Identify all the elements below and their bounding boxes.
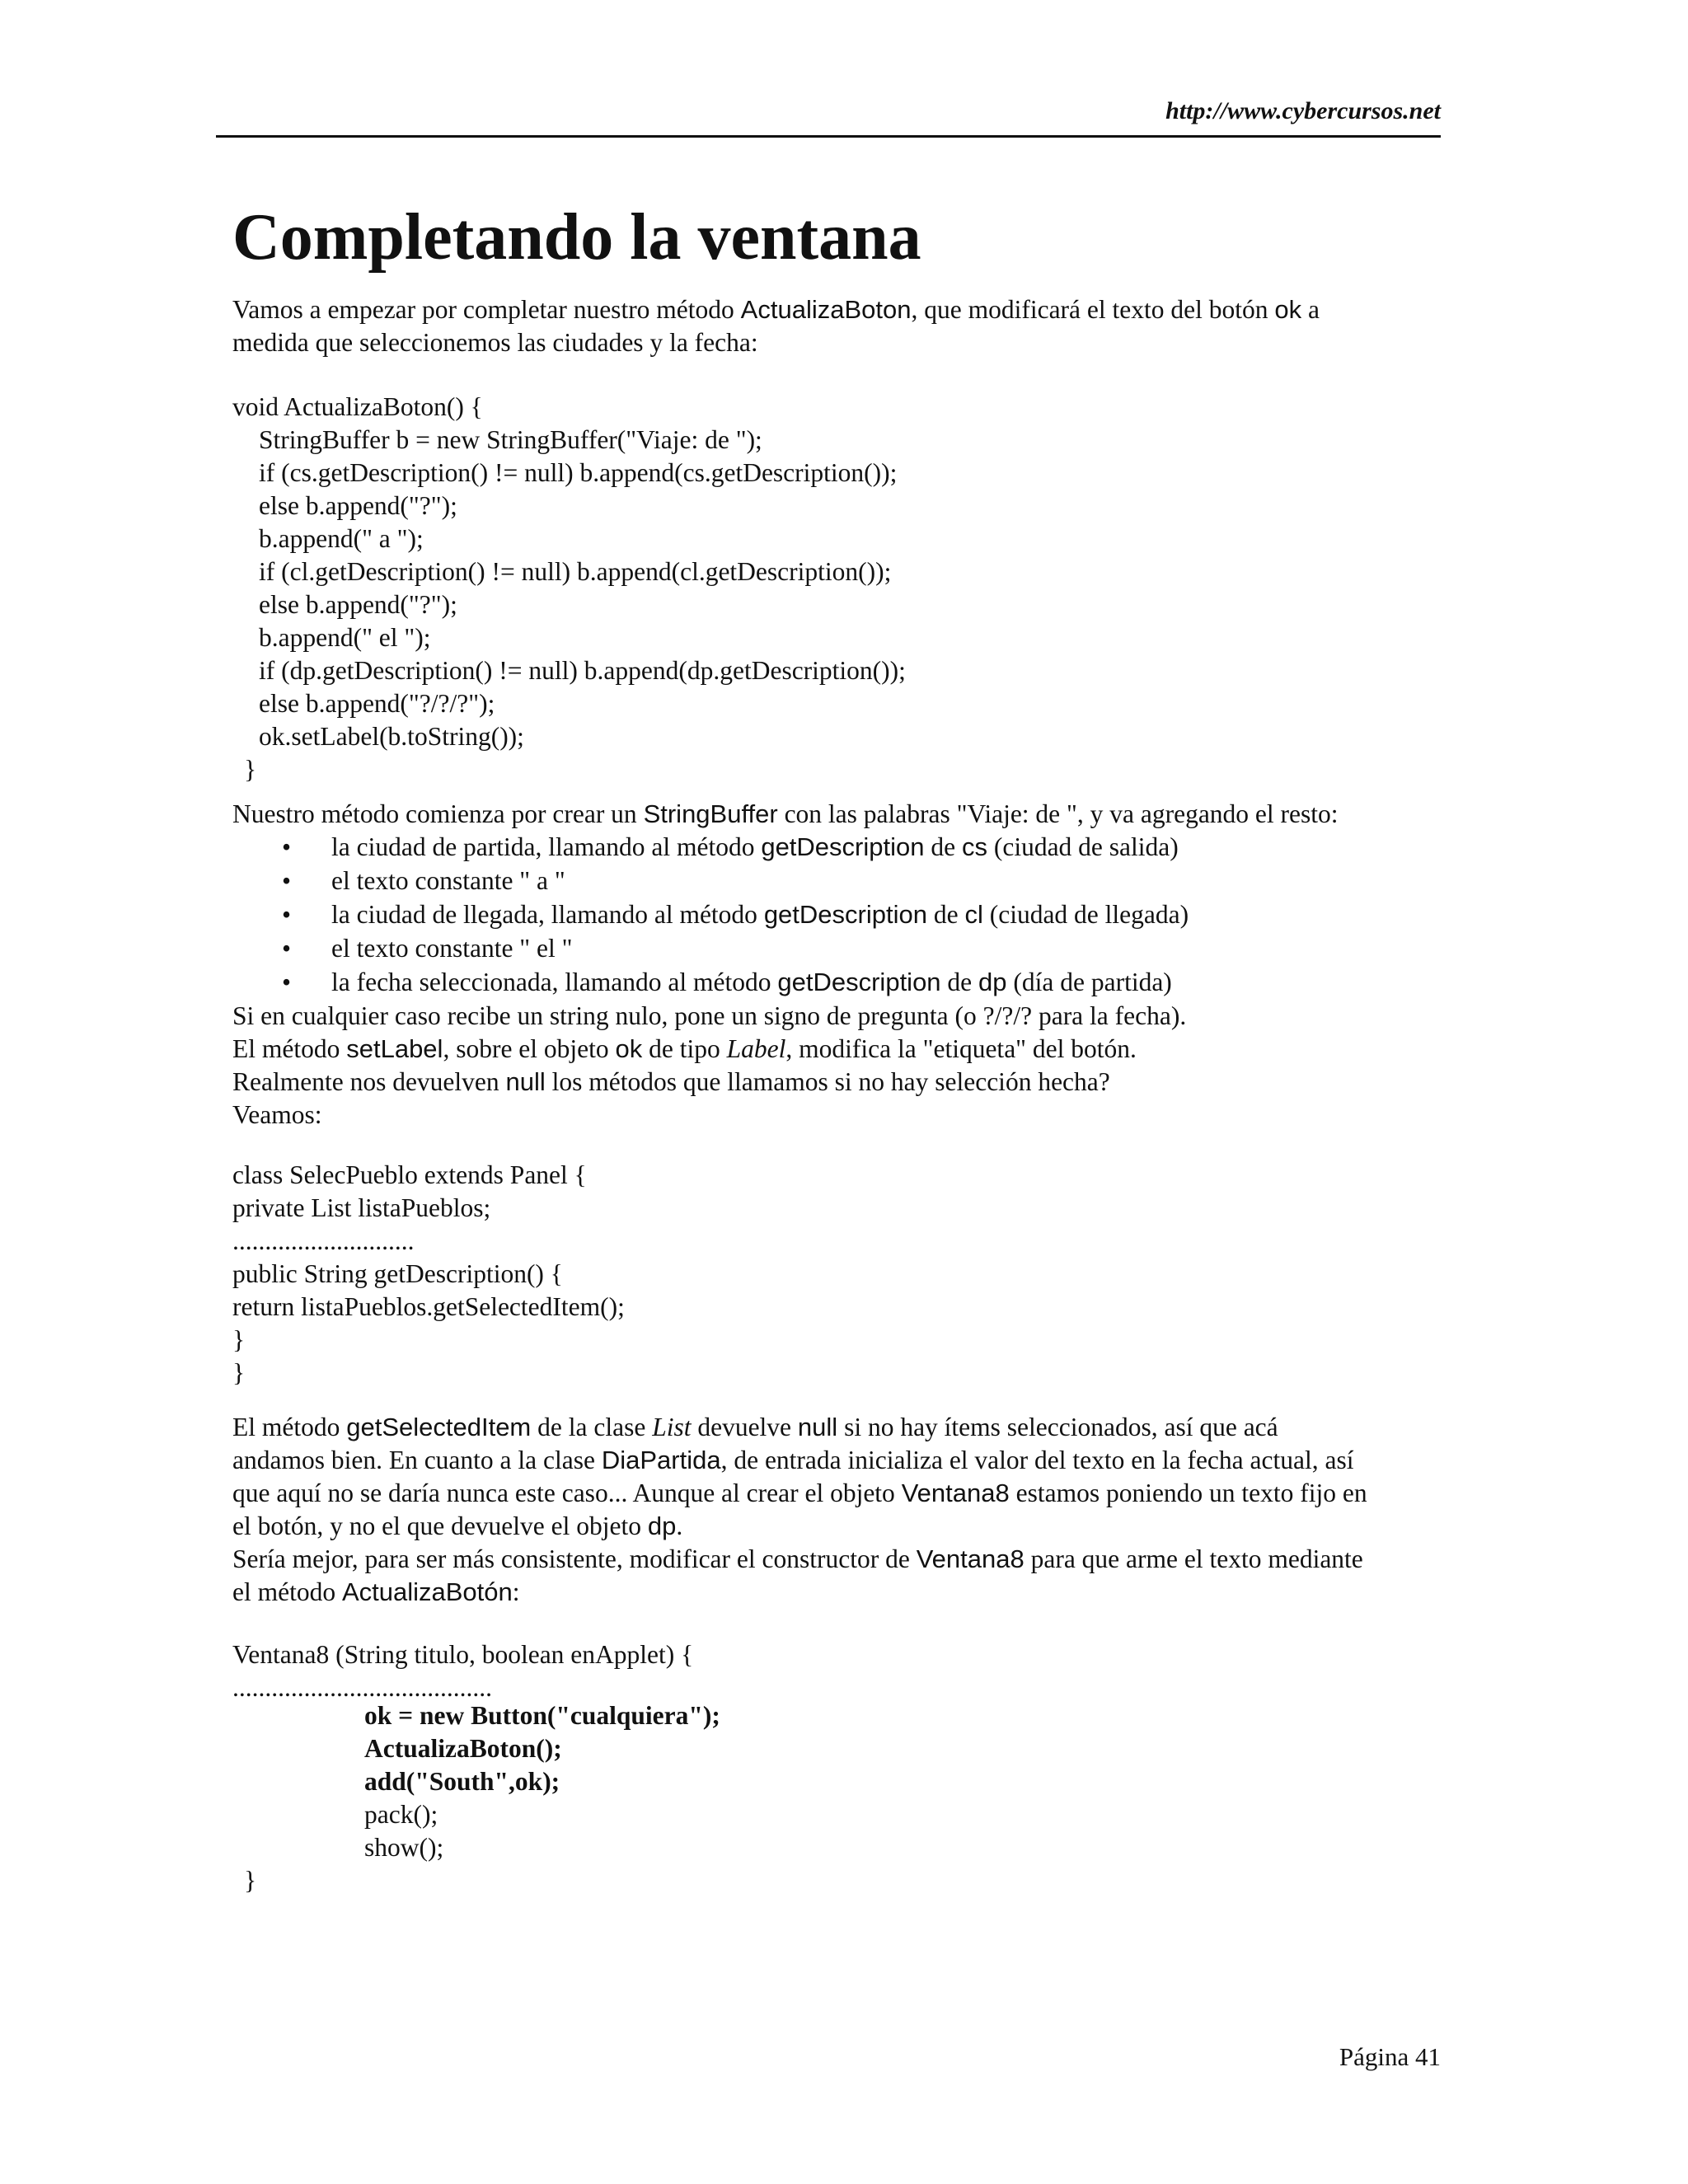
- code-line: else b.append("?/?/?");: [259, 689, 495, 718]
- code-line: ........................................: [232, 1673, 492, 1702]
- text: con las palabras "Viaje: de ", y va agregando el resto:: [777, 799, 1339, 828]
- inline-code: StringBuffer: [643, 799, 778, 828]
- code-block-actualiza-boton: [232, 391, 1444, 786]
- text: de: [926, 900, 965, 929]
- explanation-line: [232, 1066, 1444, 1099]
- intro-paragraph: [232, 293, 1444, 359]
- text: el texto constante " el ": [331, 934, 573, 963]
- text: medida que seleccionemos las ciudades y la fecha:: [232, 328, 758, 357]
- inline-code: ok: [615, 1034, 643, 1063]
- inline-code: cl: [964, 900, 983, 929]
- text: :: [512, 1577, 520, 1606]
- list-item: [232, 966, 1444, 1000]
- text: la ciudad de llegada, llamando al método: [331, 900, 764, 929]
- inline-code: dp: [978, 968, 1007, 996]
- text: el botón, y no el que devuelve el objeto: [232, 1511, 648, 1540]
- italic-type-name: List: [652, 1413, 692, 1441]
- text: , que modificará el texto del botón: [911, 295, 1275, 324]
- inline-code: setLabel: [346, 1034, 443, 1063]
- text: de: [940, 968, 979, 996]
- inline-code: dp: [647, 1511, 677, 1540]
- header-divider: [216, 135, 1441, 138]
- inline-code: DiaPartida: [601, 1446, 721, 1474]
- inline-code: null: [797, 1413, 838, 1441]
- text: (día de partida): [1006, 968, 1172, 996]
- paragraph-line: [232, 1411, 1444, 1444]
- text: (ciudad de salida): [987, 832, 1179, 861]
- code-line: if (cs.getDescription() != null) b.append(cs.getDescription());: [259, 458, 898, 487]
- inline-code: Ventana8: [916, 1544, 1025, 1573]
- code-line: ............................: [232, 1226, 415, 1255]
- text: el texto constante " a ": [331, 866, 565, 895]
- inline-code: ActualizaBoton: [740, 295, 912, 324]
- text: la ciudad de partida, llamando al método: [331, 832, 762, 861]
- inline-code: getDescription: [777, 968, 941, 996]
- code-line: }: [244, 755, 257, 784]
- code-line: void ActualizaBoton() {: [232, 392, 483, 421]
- italic-type-name: Label: [726, 1034, 786, 1063]
- explanation-line: [232, 1033, 1444, 1066]
- intro-line: [232, 326, 1444, 359]
- explanation-line: Veamos:: [232, 1100, 322, 1129]
- text: para que arme el texto mediante: [1024, 1544, 1363, 1573]
- list-item: [232, 932, 1444, 966]
- text: .: [676, 1511, 683, 1540]
- code-line: ok.setLabel(b.toString());: [259, 722, 524, 751]
- explanation-section: [232, 798, 1444, 1132]
- code-line: if (cl.getDescription() != null) b.append(cl.getDescription());: [259, 557, 892, 586]
- text: la fecha seleccionada, llamando al método: [331, 968, 778, 996]
- code-line: }: [232, 1325, 246, 1354]
- code-line: ActualizaBoton();: [364, 1734, 562, 1763]
- text: Nuestro método comienza por crear un: [232, 799, 644, 828]
- inline-code: ActualizaBotón: [341, 1577, 513, 1606]
- inline-code: null: [505, 1067, 546, 1096]
- text: (ciudad de llegada): [982, 900, 1189, 929]
- code-line: b.append(" el ");: [259, 623, 431, 652]
- text: El método: [232, 1034, 347, 1063]
- text: andamos bien. En cuanto a la clase: [232, 1446, 602, 1474]
- explanation-line: Si en cualquier caso recibe un string nulo, pone un signo de pregunta (o ?/?/? para la fecha).: [232, 1001, 1187, 1030]
- list-item: [232, 898, 1444, 932]
- inline-code: getDescription: [761, 832, 925, 861]
- paragraph-line: [232, 1477, 1444, 1510]
- text: Realmente nos devuelven: [232, 1067, 506, 1096]
- text: , modifica la "etiqueta" del botón.: [785, 1034, 1137, 1063]
- code-line: else b.append("?");: [259, 590, 457, 619]
- text: Vamos a empezar por completar nuestro método: [232, 295, 741, 324]
- code-line: }: [244, 1866, 257, 1895]
- explanation-lead: [232, 798, 1444, 831]
- text: de la clase: [531, 1413, 653, 1441]
- paragraph-line: [232, 1510, 1444, 1543]
- text: estamos poniendo un texto fijo en: [1009, 1479, 1367, 1507]
- code-line: class SelecPueblo extends Panel {: [232, 1160, 587, 1189]
- paragraph-selected-item: [232, 1411, 1444, 1609]
- header-url: http://www.cybercursos.net: [1165, 97, 1441, 124]
- code-line: private List listaPueblos;: [232, 1193, 491, 1222]
- inline-code: cs: [961, 832, 987, 861]
- list-item: [232, 831, 1444, 865]
- code-line: ok = new Button("cualquiera");: [364, 1701, 720, 1730]
- code-line: show();: [364, 1833, 444, 1862]
- code-line: Ventana8 (String titulo, boolean enApplet) {: [232, 1640, 694, 1669]
- page-title: Completando la ventana: [232, 201, 921, 274]
- code-line: pack();: [364, 1800, 438, 1829]
- page-number: Página 41: [1339, 2042, 1441, 2071]
- paragraph-line: [232, 1543, 1444, 1576]
- text: los métodos que llamamos si no hay selección hecha?: [545, 1067, 1110, 1096]
- text: devuelve: [691, 1413, 798, 1441]
- code-line: StringBuffer b = new StringBuffer("Viaje: de ");: [259, 425, 762, 454]
- inline-code: getSelectedItem: [346, 1413, 532, 1441]
- text: El método: [232, 1413, 347, 1441]
- code-block-selec-pueblo: [232, 1159, 1444, 1390]
- code-line: add("South",ok);: [364, 1767, 560, 1796]
- text: a: [1301, 295, 1320, 324]
- text: que aquí no se daría nunca este caso... Aunque al crear el objeto: [232, 1479, 902, 1507]
- inline-code: Ventana8: [901, 1479, 1010, 1507]
- text: , de entrada inicializa el valor del texto en la fecha actual, así: [720, 1446, 1354, 1474]
- paragraph-line: [232, 1576, 1444, 1609]
- text: de: [924, 832, 962, 861]
- inline-code: ok: [1274, 295, 1302, 324]
- code-line: if (dp.getDescription() != null) b.append(dp.getDescription());: [259, 656, 906, 685]
- text: el método: [232, 1577, 342, 1606]
- intro-line: [232, 293, 1444, 326]
- code-line: else b.append("?");: [259, 491, 457, 520]
- code-block-ventana8: [232, 1638, 1444, 1897]
- list-item: [232, 865, 1444, 898]
- paragraph-line: [232, 1444, 1444, 1477]
- code-line: }: [232, 1358, 246, 1387]
- text: Sería mejor, para ser más consistente, modificar el constructor de: [232, 1544, 917, 1573]
- text: , sobre el objeto: [443, 1034, 616, 1063]
- text: de tipo: [642, 1034, 727, 1063]
- text: si no hay ítems seleccionados, así que acá: [837, 1413, 1278, 1441]
- code-line: b.append(" a ");: [259, 524, 424, 553]
- inline-code: getDescription: [763, 900, 927, 929]
- code-line: public String getDescription() {: [232, 1259, 563, 1288]
- code-line: return listaPueblos.getSelectedItem();: [232, 1292, 625, 1321]
- bullet-list: [232, 831, 1444, 1000]
